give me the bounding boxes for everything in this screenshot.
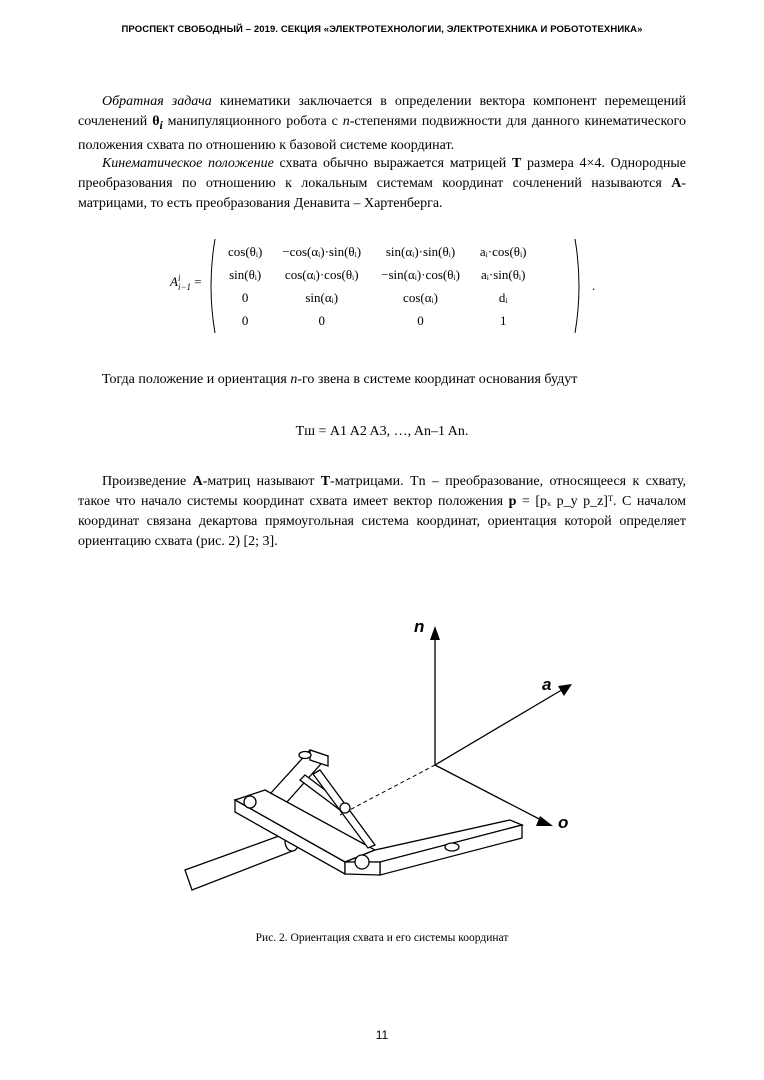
axis-a-line [435,688,565,765]
matrix-cell: sin(αᵢ)·sin(θᵢ) [385,243,456,259]
axis-a-arrowhead [558,684,572,696]
matrix-cell: 0 [241,289,249,305]
gripper-structure [185,750,522,890]
matrix-cell: 0 [417,312,424,328]
axis-n-arrowhead [430,626,440,640]
gripper-shaft [185,832,295,890]
matrix-cell: 1 [499,312,507,328]
matrix-row [218,263,536,286]
dh-matrix-equation [170,238,610,338]
right-parenthesis [574,238,584,334]
term-inverse-problem: Обратная задача [102,94,212,109]
matrix-body [218,240,536,332]
axis-o-line [435,765,545,822]
matrix-row [218,309,536,332]
axis-a-label: a [542,675,552,694]
matrix-cell: sin(θᵢ) [229,266,262,282]
matrix-row [218,286,536,309]
t-matrix-equation: Tш = A1 A2 A3, …, An–1 An. [295,424,469,439]
term-kinematic-position: Кинематическое положение [102,156,274,171]
pivot-center [340,803,350,813]
axis-o-label: o [558,813,569,832]
pivot-front [355,855,369,869]
matrix-cell: 0 [318,312,325,328]
matrix-cell: −sin(αᵢ)·cos(θᵢ) [381,266,460,282]
left-parenthesis [206,238,216,334]
matrix-cell: aᵢ·cos(θᵢ) [479,243,527,259]
matrix-end-period: . [592,278,596,293]
matrix-cell: aᵢ·sin(θᵢ) [480,266,526,282]
paragraph-kinematic-position: Кинематическое положение схвата обычно выражается матрицей T размера 4×4. Однородные преобразования по отношению к локальным системам координат сочленений называются A-матрицами, то есть преобразования Денавита – Хартенберга. [78,156,686,211]
axis-o-arrowhead [536,816,553,826]
matrix-row [218,240,536,263]
running-header: ПРОСПЕКТ СВОБОДНЫЙ – 2019. СЕКЦИЯ «ЭЛЕКТРОТЕХНОЛОГИИ, ЭЛЕКТРОТЕХНИКА И РОБОТОТЕХНИКА» [121,24,643,35]
matrix-cell: dᵢ [498,289,508,305]
figure-caption: Рис. 2. Ориентация схвата и его системы координат [255,932,509,944]
matrix-cell: cos(θᵢ) [228,243,263,259]
paragraph-t-matrices: Произведение A-матриц называют T-матрицами. Tn – преобразование, относящееся к схвату, такое что начало системы координат схвата имеет вектор положения p = [pₓ p_y p_z]ᵀ. С началом координат связана декартова прямоугольная система координат, ориентация которой определяет ориентацию схвата (рис. 2) [2; 3]. [78,474,686,549]
axis-n-label: n [414,617,425,636]
gripper-figure [180,600,600,920]
page-number: 11 [375,1028,389,1042]
matrix-cell: cos(αᵢ) [403,289,438,305]
matrix-cell: cos(αᵢ)·cos(θᵢ) [284,266,359,282]
back-finger-pin [299,752,311,759]
pivot-left [244,796,256,808]
paragraph-position-orientation: Тогда положение и ориентация n-го звена в системе координат основания будут [102,372,578,387]
paragraph-inverse-problem: Обратная задача кинематики заключается в определении вектора компонент перемещений сочленений $\theta_i$ манипуляционного робота с n-степенями подвижности для данного кинематического положения схвата по отношению к базовой системе координат. [78,94,686,153]
matrix-cell: −cos(αᵢ)·sin(θᵢ) [282,243,362,259]
axis-dashed-link [340,765,435,815]
matrix-lhs: A i i−1 = [170,273,202,293]
matrix-cell: 0 [241,312,249,328]
front-finger-pin [445,843,459,851]
matrix-cell: sin(αᵢ) [305,289,339,305]
